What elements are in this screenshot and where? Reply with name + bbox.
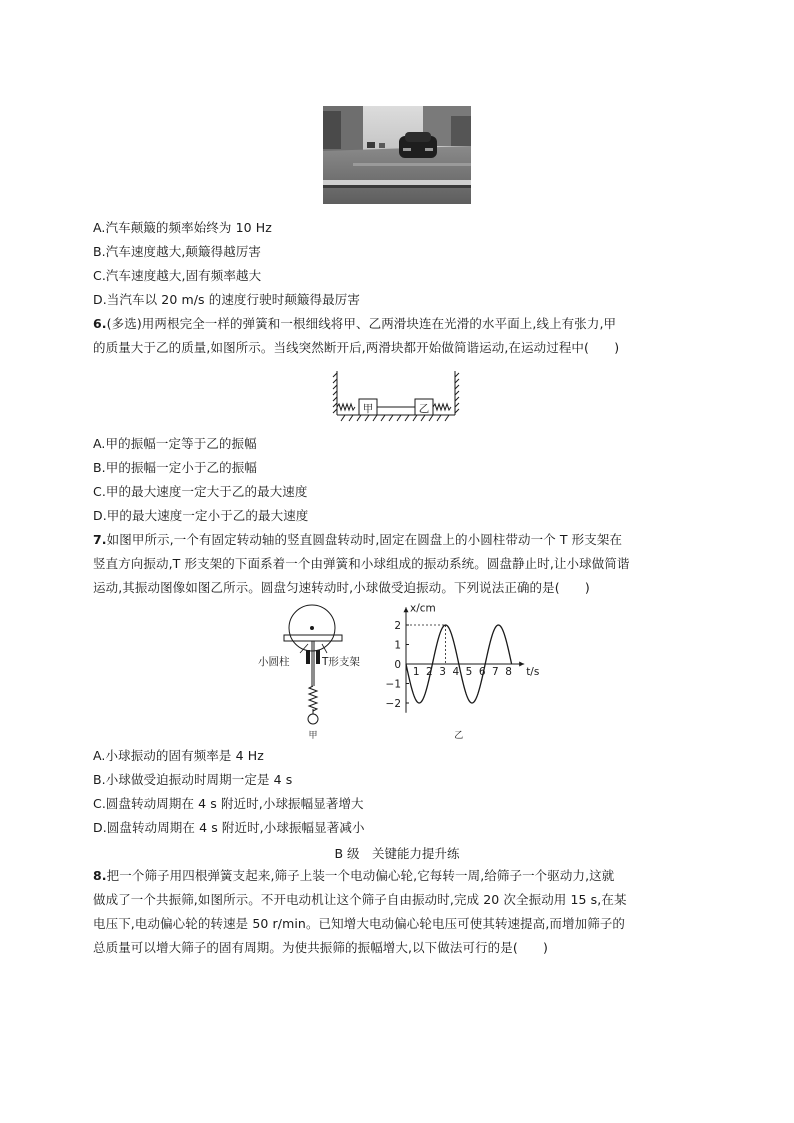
q7-figure-jia-disk-apparatus: [256, 604, 360, 741]
y-axis-label: x/cm: [410, 602, 436, 615]
x-tick-label: 6: [478, 666, 486, 678]
t-bracket-block: [316, 650, 320, 664]
q6-option-c[interactable]: C.甲的最大速度一定大于乙的最大速度: [93, 484, 308, 499]
q6-stem-line-1: [93, 316, 616, 332]
q7-option-b[interactable]: B.小球做受迫振动时周期一定是 4 s: [93, 772, 293, 787]
oscillator-spring: [309, 686, 317, 711]
small-cylinder-block: [306, 650, 310, 664]
x-axis-arrow: [519, 662, 524, 667]
q6-option-b[interactable]: B.甲的振幅一定小于乙的振幅: [93, 460, 257, 475]
q7-stem-line-1: [93, 532, 622, 548]
q7-option-a[interactable]: A.小球振动的固有频率是 4 Hz: [93, 748, 264, 763]
q8-stem-line-1: [93, 868, 614, 884]
x-tick-label: 4: [452, 666, 460, 678]
q6-number: 6.: [93, 316, 107, 331]
small-ball: [308, 714, 318, 724]
block-yi-label: 乙: [418, 403, 430, 415]
t-bracket-label: T形支架: [322, 656, 360, 668]
q5-option-c[interactable]: C.汽车速度越大,固有频率越大: [93, 268, 262, 283]
x-tick-label: 5: [465, 666, 473, 678]
y-tick-label: 0: [394, 659, 401, 671]
q7-stem-text-1: 如图甲所示,一个有固定转动轴的竖直圆盘转动时,固定在圆盘上的小圆柱带动一个 T 形支架在: [106, 532, 623, 547]
q8-stem-line-4: 总质量可以增大筛子的固有周期。为使共振筛的振幅增大,以下做法可行的是( ): [93, 940, 549, 955]
section-heading: B 级 关键能力提升练: [334, 846, 460, 861]
x-axis-label: t/s: [526, 666, 540, 678]
q6-option-a[interactable]: A.甲的振幅一定等于乙的振幅: [93, 436, 257, 451]
right-spring: [433, 404, 451, 410]
figure-yi-label: 乙: [454, 731, 464, 741]
left-spring: [337, 404, 355, 410]
y-tick-label: −2: [385, 698, 401, 710]
disk-axis: [311, 627, 314, 630]
q8-stem-line-3: 电压下,电动偏心轮的转速是 50 r/min。已知增大电动偏心轮电压可使其转速提高,而增加筛子的: [93, 916, 626, 931]
q8-stem-text-1: 把一个筛子用四根弹簧支起来,筛子上装一个电动偏心轮,它每转一周,给筛子一个驱动力,这就: [106, 868, 615, 883]
figure-jia-label: 甲: [308, 731, 318, 741]
x-tick-label: 3: [439, 666, 446, 678]
q6-spring-blocks-figure: [333, 367, 459, 423]
q5-option-d[interactable]: D.当汽车以 20 m/s 的速度行驶时颠簸得最厉害: [93, 292, 360, 307]
q7-stem-line-3: 运动,其振动图像如图乙所示。圆盘匀速转动时,小球做受迫振动。下列说法正确的是( ): [93, 580, 590, 595]
y-axis-arrow: [404, 607, 409, 612]
car-road-photo: [323, 106, 471, 204]
q6-stem-text-1: (多选)用两根完全一样的弹簧和一根细线将甲、乙两滑块连在光滑的水平面上,线上有张力,甲: [106, 316, 617, 331]
y-tick-label: −1: [385, 678, 401, 691]
y-tick-label: 2: [394, 620, 401, 632]
block-jia-label: 甲: [362, 403, 374, 415]
x-tick-label: 1: [412, 666, 420, 678]
q7-option-d[interactable]: D.圆盘转动周期在 4 s 附近时,小球振幅显著减小: [93, 820, 365, 835]
q8-stem-line-2: 做成了一个共振筛,如图所示。不开电动机让这个筛子自由振动时,完成 20 次全振动用 15 s,在某: [93, 892, 627, 907]
small-cylinder-label: 小圆柱: [258, 656, 290, 668]
q7-figure-yi-vibration-graph: [380, 604, 540, 740]
x-tick-label: 8: [505, 666, 512, 678]
y-tick-label: 1: [394, 639, 401, 652]
x-tick-label: 7: [492, 666, 499, 678]
x-tick-label: 2: [426, 666, 433, 678]
q7-stem-line-2: 竖直方向振动,T 形支架的下面系着一个由弹簧和小球组成的振动系统。圆盘静止时,让小球做简谐: [93, 556, 630, 571]
q5-option-a[interactable]: A.汽车颠簸的频率始终为 10 Hz: [93, 220, 272, 235]
q7-option-c[interactable]: C.圆盘转动周期在 4 s 附近时,小球振幅显著增大: [93, 796, 364, 811]
q7-number: 7.: [93, 532, 107, 547]
q6-stem-line-2: 的质量大于乙的质量,如图所示。当线突然断开后,两滑块都开始做简谐运动,在运动过程中( ): [93, 340, 620, 355]
q8-number: 8.: [93, 868, 107, 883]
q5-option-b[interactable]: B.汽车速度越大,颠簸得越厉害: [93, 244, 262, 259]
q6-option-d[interactable]: D.甲的最大速度一定小于乙的最大速度: [93, 508, 309, 523]
